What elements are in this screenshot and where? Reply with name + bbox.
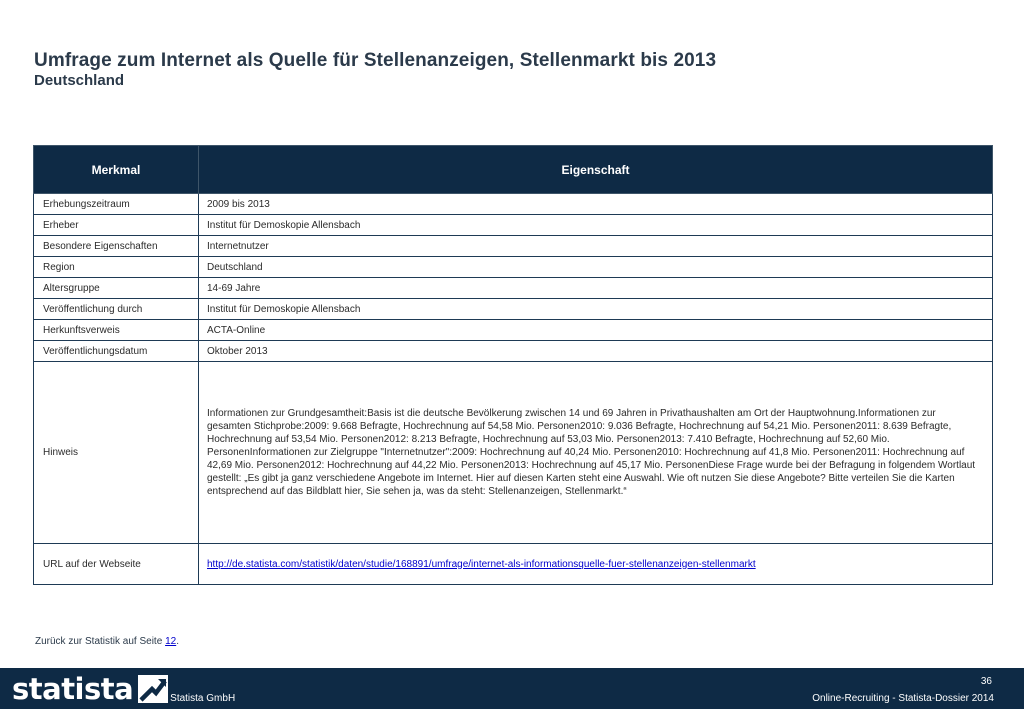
table-header-row [34,146,993,194]
source-url-link[interactable]: http://de.statista.com/statistik/daten/studie/168891/umfrage/internet-als-informationsquelle-fuer-stellenanzeigen-stellenmarkt [207,558,756,570]
logo-text: statista [12,672,134,706]
row-value: ACTA-Online [199,320,993,341]
table-row [34,215,993,236]
back-suffix: . [176,636,179,647]
table-row [34,320,993,341]
row-key: Erhebungszeitraum [34,194,199,215]
page-link[interactable]: 12 [165,636,177,647]
row-value: Oktober 2013 [199,341,993,362]
row-key: Veröffentlichung durch [34,299,199,320]
table-row [34,278,993,299]
table-row [34,236,993,257]
row-key: URL auf der Webseite [34,544,199,585]
table-row [34,257,993,278]
statista-logo [12,673,168,705]
row-key: Altersgruppe [34,278,199,299]
info-table [33,145,993,585]
table-row-url [34,544,993,585]
row-value: Deutschland [199,257,993,278]
page-number: 36 [980,676,992,687]
row-key: Region [34,257,199,278]
page-title: Umfrage zum Internet als Quelle für Stellenanzeigen, Stellenmarkt bis 2013 [34,50,717,71]
row-key: Hinweis [34,362,199,544]
row-value: Institut für Demoskopie Allensbach [199,299,993,320]
table-row [34,194,993,215]
row-value: Internetnutzer [199,236,993,257]
row-value [199,544,993,585]
back-to-statistic [35,636,179,647]
table-row-hinweis [34,362,993,544]
table-row [34,299,993,320]
dossier-title: Online-Recruiting - Statista-Dossier 2014 [812,693,994,704]
row-key: Veröffentlichungsdatum [34,341,199,362]
column-header-eigenschaft: Eigenschaft [199,146,993,194]
column-header-merkmal: Merkmal [34,146,199,194]
page-subtitle: Deutschland [34,72,125,89]
hinweis-text: Informationen zur Grundgesamtheit:Basis ist die deutsche Bevölkerung zwischen 14 und 69 Jahren in Privathaushalten am Ort der Hauptwohnung.Informationen zur gesamten Stichprobe:2009: 9.668 Befragte, Hochrechnung auf 54,58 Mio. Personen2010: 9.036 Befragte, Hochrechnung auf 54,21 Mio. Personen2011: 8.639 Befragte, Hochrechnung auf 53,54 Mio. Personen2012: 8.213 Befragte, Hochrechnung auf 53,03 Mio. Personen2013: 7.410 Befragte, Hochrechnung auf 52,60 Mio. PersonenInformationen zur Zielgruppe "Internetnutzer":2009: Hochrechnung auf 40,24 Mio. Personen2010: Hochrechnung auf 41,8 Mio. Personen2011: Hochrechnung auf 42,69 Mio. Personen2012: Hochrechnung auf 44,22 Mio. Personen2013: Hochrechnung auf 45,17 Mio. PersonenDiese Frage wurde bei der Befragung in folgendem Wortlaut gestellt: „Es gibt ja ganz verschiedene Angebote im Internet. Hier auf diesen Karten steht eine Auswahl. Wie oft nutzen Sie diese Angebote? Bitte verteilen Sie die Karten entsprechend auf das Bildblatt hier, Sie sehen ja, was da steht: Stellenanzeigen, Stellenmarkt.“ [199,362,993,544]
footer-bar [0,668,1024,709]
copyright: © Statista GmbH [160,693,236,704]
row-value: Institut für Demoskopie Allensbach [199,215,993,236]
row-key: Herkunftsverweis [34,320,199,341]
back-text: Zurück zur Statistik auf Seite [35,636,163,647]
row-key: Besondere Eigenschaften [34,236,199,257]
row-key: Erheber [34,215,199,236]
table-row [34,341,993,362]
row-value: 14-69 Jahre [199,278,993,299]
row-value: 2009 bis 2013 [199,194,993,215]
